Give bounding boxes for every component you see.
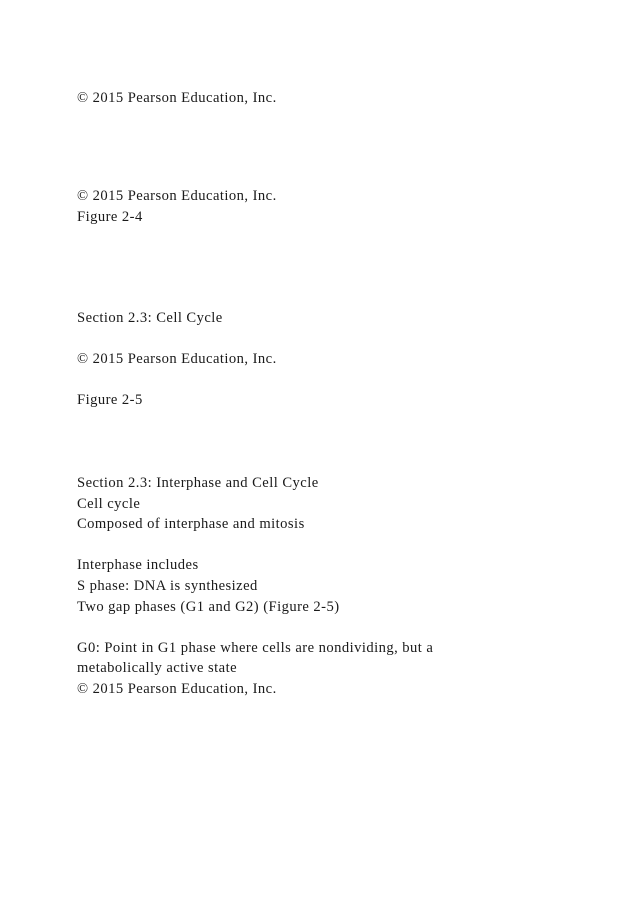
figure-2-4-block xyxy=(77,186,577,228)
spacer xyxy=(77,370,577,390)
spacer xyxy=(77,535,577,555)
spacer xyxy=(77,618,577,638)
body-line: G0: Point in G1 phase where cells are nondividing, but a xyxy=(77,639,434,656)
figure-caption: Figure 2-4 xyxy=(77,208,143,225)
document-text-body xyxy=(77,88,577,700)
spacer xyxy=(77,227,577,308)
spacer xyxy=(77,411,577,473)
body-line: Composed of interphase and mitosis xyxy=(77,516,305,533)
copyright-line: © 2015 Pearson Education, Inc. xyxy=(77,90,277,106)
copyright-line: © 2015 Pearson Education, Inc. xyxy=(77,681,277,698)
body-line: Two gap phases (G1 and G2) (Figure 2-5) xyxy=(77,598,340,615)
interphase-details-block xyxy=(77,555,577,617)
spacer xyxy=(77,329,577,349)
body-line: S phase: DNA is synthesized xyxy=(77,577,258,594)
section-heading: Section 2.3: Interphase and Cell Cycle xyxy=(77,474,319,491)
copyright-block-top xyxy=(77,88,577,109)
section-heading: Section 2.3: Cell Cycle xyxy=(77,310,223,327)
figure-caption: Figure 2-5 xyxy=(77,391,143,408)
copyright-line: © 2015 Pearson Education, Inc. xyxy=(77,187,277,204)
spacer xyxy=(77,109,577,186)
body-line: Interphase includes xyxy=(77,557,199,574)
body-line: Cell cycle xyxy=(77,495,141,512)
g-zero-block xyxy=(77,638,577,700)
section-interphase-block xyxy=(77,473,577,535)
copyright-line: © 2015 Pearson Education, Inc. xyxy=(77,351,277,368)
section-cell-cycle-block xyxy=(77,308,577,410)
body-line: metabolically active state xyxy=(77,660,238,677)
